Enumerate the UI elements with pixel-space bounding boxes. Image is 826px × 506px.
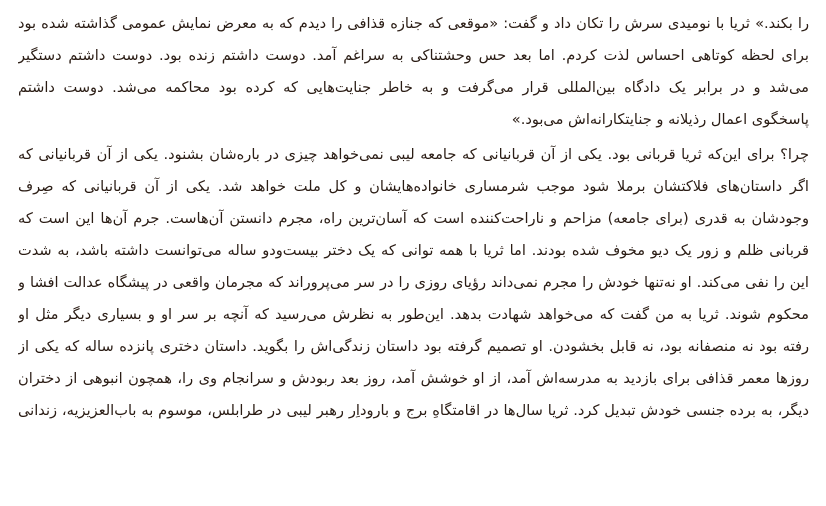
text-line: روزها معمر قذافی برای بازدید به مدرسه‌اش آمد، از او خوشش آمد، روز بعد ربودش و سرانجام وی را، همچون انبوهی از دختران <box>18 370 809 387</box>
text-line: پاسخگوی اعمال رذیلانه و جنایتکارانه‌اش می‌بود.» <box>511 111 809 128</box>
text-line: اگر داستان‌های فلاکتشان برملا شود موجب شرمساری خانواده‌هایشان و کل ملت خواهد شد. یکی از آن قربانیانی که صِرف <box>18 178 809 195</box>
text-line: این را نفی می‌کند. او نه‌تنها خودش را مجرم نمی‌داند رؤیای روزی را در سر می‌پروراند که مجرمان واقعی در پیشگاه عدالت افشا و <box>18 274 809 291</box>
text-line: می‌شد و در برابر یک دادگاه بین‌المللی قرار می‌گرفت و به خاطر جنایت‌هایی که کرده بود محاکمه می‌شد. دوست داشتم <box>18 79 809 96</box>
text-line: وجودشان به قدری (برای جامعه) مزاحم و ناراحت‌کننده است که آسان‌ترین راه، مجرم دانستن آن‌هاست. جرم آن‌ها این است که <box>18 210 809 227</box>
text-line: محکوم شوند. ثریا به من گفت که می‌خواهد شهادت بدهد. این‌طور به نظرش می‌رسید که آنچه بر سر او و بسیاری دیگر مثل او <box>18 306 809 323</box>
document-page <box>18 8 809 427</box>
paragraph-2 <box>18 139 809 427</box>
text-line: برای لحظه کوتاهی احساس لذت کردم. اما بعد حس وحشتناکی به سراغم آمد. دوست داشتم زنده بود. دوست داشتم دستگیر <box>18 47 809 64</box>
text-line: دیگر، به برده جنسی خودش تبدیل کرد. ثریا سال‌ها در اقامتگاهِ برج و باروداِر رهبر لیبی در طرابلس، موسوم به باب‌العزیزیه، زندانی <box>18 402 809 419</box>
text-line: رفته بود نه منصفانه بود، نه قابل بخشودن. او تصمیم گرفته بود داستان زندگی‌اش را بگوید. داستان دختری پانزده ساله که یکی از <box>18 338 809 355</box>
text-line: قربانی ظلم و زور یک دیو مخوف شده بودند. اما ثریا با همه توانی که یک دختر بیست‌ودو ساله می‌توانست داشته باشد، به شدت <box>18 242 809 259</box>
paragraph-1 <box>18 8 809 136</box>
text-line: را بکند.» ثریا با نومیدی سرش را تکان داد و گفت: «موقعی که جنازه قذافی را دیدم که به معرض نمایش عمومی گذاشته شده بود <box>18 15 809 32</box>
text-line: چرا؟ برای این‌که ثریا قربانی بود. یکی از آن قربانیانی که جامعه لیبی نمی‌خواهد چیزی در باره‌شان بشنود. یکی از آن قربانیانی که <box>18 146 809 163</box>
